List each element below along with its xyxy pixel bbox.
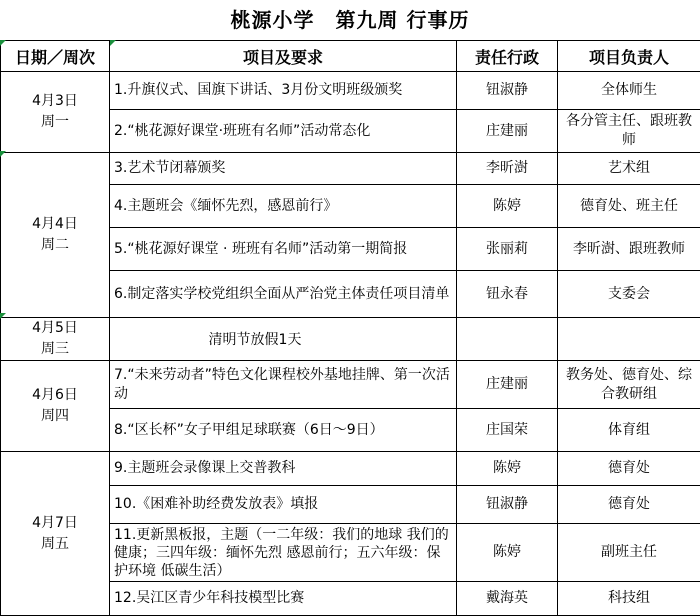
owner-cell: 各分管主任、跟班教师 xyxy=(558,110,700,153)
item-cell: 11.更新黑板报，主题（一二年级：我们的地球 我们的健康；三四年级：缅怀先烈 感恩前行；五六年级：保护环境 低碳生活） xyxy=(110,524,457,582)
owner-cell: 支委会 xyxy=(558,271,700,318)
item-cell: 6.制定落实学校党组织全面从严治党主体责任项目清单 xyxy=(110,271,457,318)
owner-cell: 艺术组 xyxy=(558,153,700,185)
item-cell: 5.“桃花源好课堂 · 班班有名师”活动第一期简报 xyxy=(110,228,457,271)
date-label: 4月6日 xyxy=(5,385,105,406)
date-cell-thu xyxy=(1,361,110,452)
weekday-label: 周五 xyxy=(5,534,105,555)
item-cell: 3.艺术节闭幕颁奖 xyxy=(110,153,457,185)
weekday-label: 周三 xyxy=(5,339,105,360)
admin-cell: 陈婷 xyxy=(457,524,558,582)
owner-cell: 德育处 xyxy=(558,486,700,524)
item-cell: 9.主题班会录像课上交普教科 xyxy=(110,452,457,486)
owner-cell: 副班主任 xyxy=(558,524,700,582)
cell-marker xyxy=(110,40,116,46)
schedule-table xyxy=(0,40,700,616)
admin-cell: 钮淑静 xyxy=(457,486,558,524)
date-cell-wed xyxy=(1,318,110,361)
header-row xyxy=(1,41,700,72)
weekday-label: 周四 xyxy=(5,406,105,427)
owner-cell: 科技组 xyxy=(558,582,700,616)
item-cell: 10.《困难补助经费发放表》填报 xyxy=(110,486,457,524)
date-cell-mon xyxy=(1,72,110,153)
date-label: 4月5日 xyxy=(5,318,105,339)
admin-cell: 张丽莉 xyxy=(457,228,558,271)
cell-marker xyxy=(0,313,6,319)
admin-cell: 戴海英 xyxy=(457,582,558,616)
cell-marker xyxy=(0,151,6,157)
header-admin: 责任行政 xyxy=(457,41,558,72)
admin-cell: 钮淑静 xyxy=(457,72,558,110)
owner-cell: 全体师生 xyxy=(558,72,700,110)
weekday-label: 周一 xyxy=(5,112,105,133)
admin-cell: 钮永春 xyxy=(457,271,558,318)
date-cell-tue xyxy=(1,153,110,318)
item-cell: 4.主题班会《缅怀先烈，感恩前行》 xyxy=(110,185,457,228)
table-row xyxy=(1,153,700,185)
table-row xyxy=(1,72,700,110)
item-cell: 7.“未来劳动者”特色文化课程校外基地挂牌、第一次活动 xyxy=(110,361,457,409)
date-cell-fri xyxy=(1,452,110,616)
owner-cell: 李昕澍、跟班教师 xyxy=(558,228,700,271)
header-owner: 项目负责人 xyxy=(558,41,700,72)
item-cell: 1.升旗仪式、国旗下讲话、3月份文明班级颁奖 xyxy=(110,72,457,110)
admin-cell: 庄建丽 xyxy=(457,110,558,153)
admin-cell: 陈婷 xyxy=(457,185,558,228)
date-label: 4月3日 xyxy=(5,91,105,112)
admin-cell: 李昕澍 xyxy=(457,153,558,185)
owner-cell xyxy=(558,318,700,361)
header-date: 日期／周次 xyxy=(1,41,110,72)
table-row xyxy=(1,361,700,409)
item-cell: 8.“区长杯”女子甲组足球联赛（6日～9日） xyxy=(110,409,457,452)
admin-cell: 陈婷 xyxy=(457,452,558,486)
owner-cell: 体育组 xyxy=(558,409,700,452)
cell-marker xyxy=(0,40,6,46)
date-label: 4月4日 xyxy=(5,214,105,235)
header-item: 项目及要求 xyxy=(110,41,457,72)
table-row xyxy=(1,318,700,361)
item-cell: 12.吴江区青少年科技模型比赛 xyxy=(110,582,457,616)
owner-cell: 德育处、班主任 xyxy=(558,185,700,228)
owner-cell: 德育处 xyxy=(558,452,700,486)
page-title: 桃源小学 第九周 行事历 xyxy=(0,0,700,40)
date-label: 4月7日 xyxy=(5,513,105,534)
admin-cell: 庄建丽 xyxy=(457,361,558,409)
item-cell: 2.“桃花源好课堂·班班有名师”活动常态化 xyxy=(110,110,457,153)
owner-cell: 教务处、德育处、综合教研组 xyxy=(558,361,700,409)
weekday-label: 周二 xyxy=(5,235,105,256)
admin-cell: 庄国荣 xyxy=(457,409,558,452)
holiday-cell: 清明节放假1天 xyxy=(110,318,457,361)
table-row xyxy=(1,452,700,486)
admin-cell xyxy=(457,318,558,361)
